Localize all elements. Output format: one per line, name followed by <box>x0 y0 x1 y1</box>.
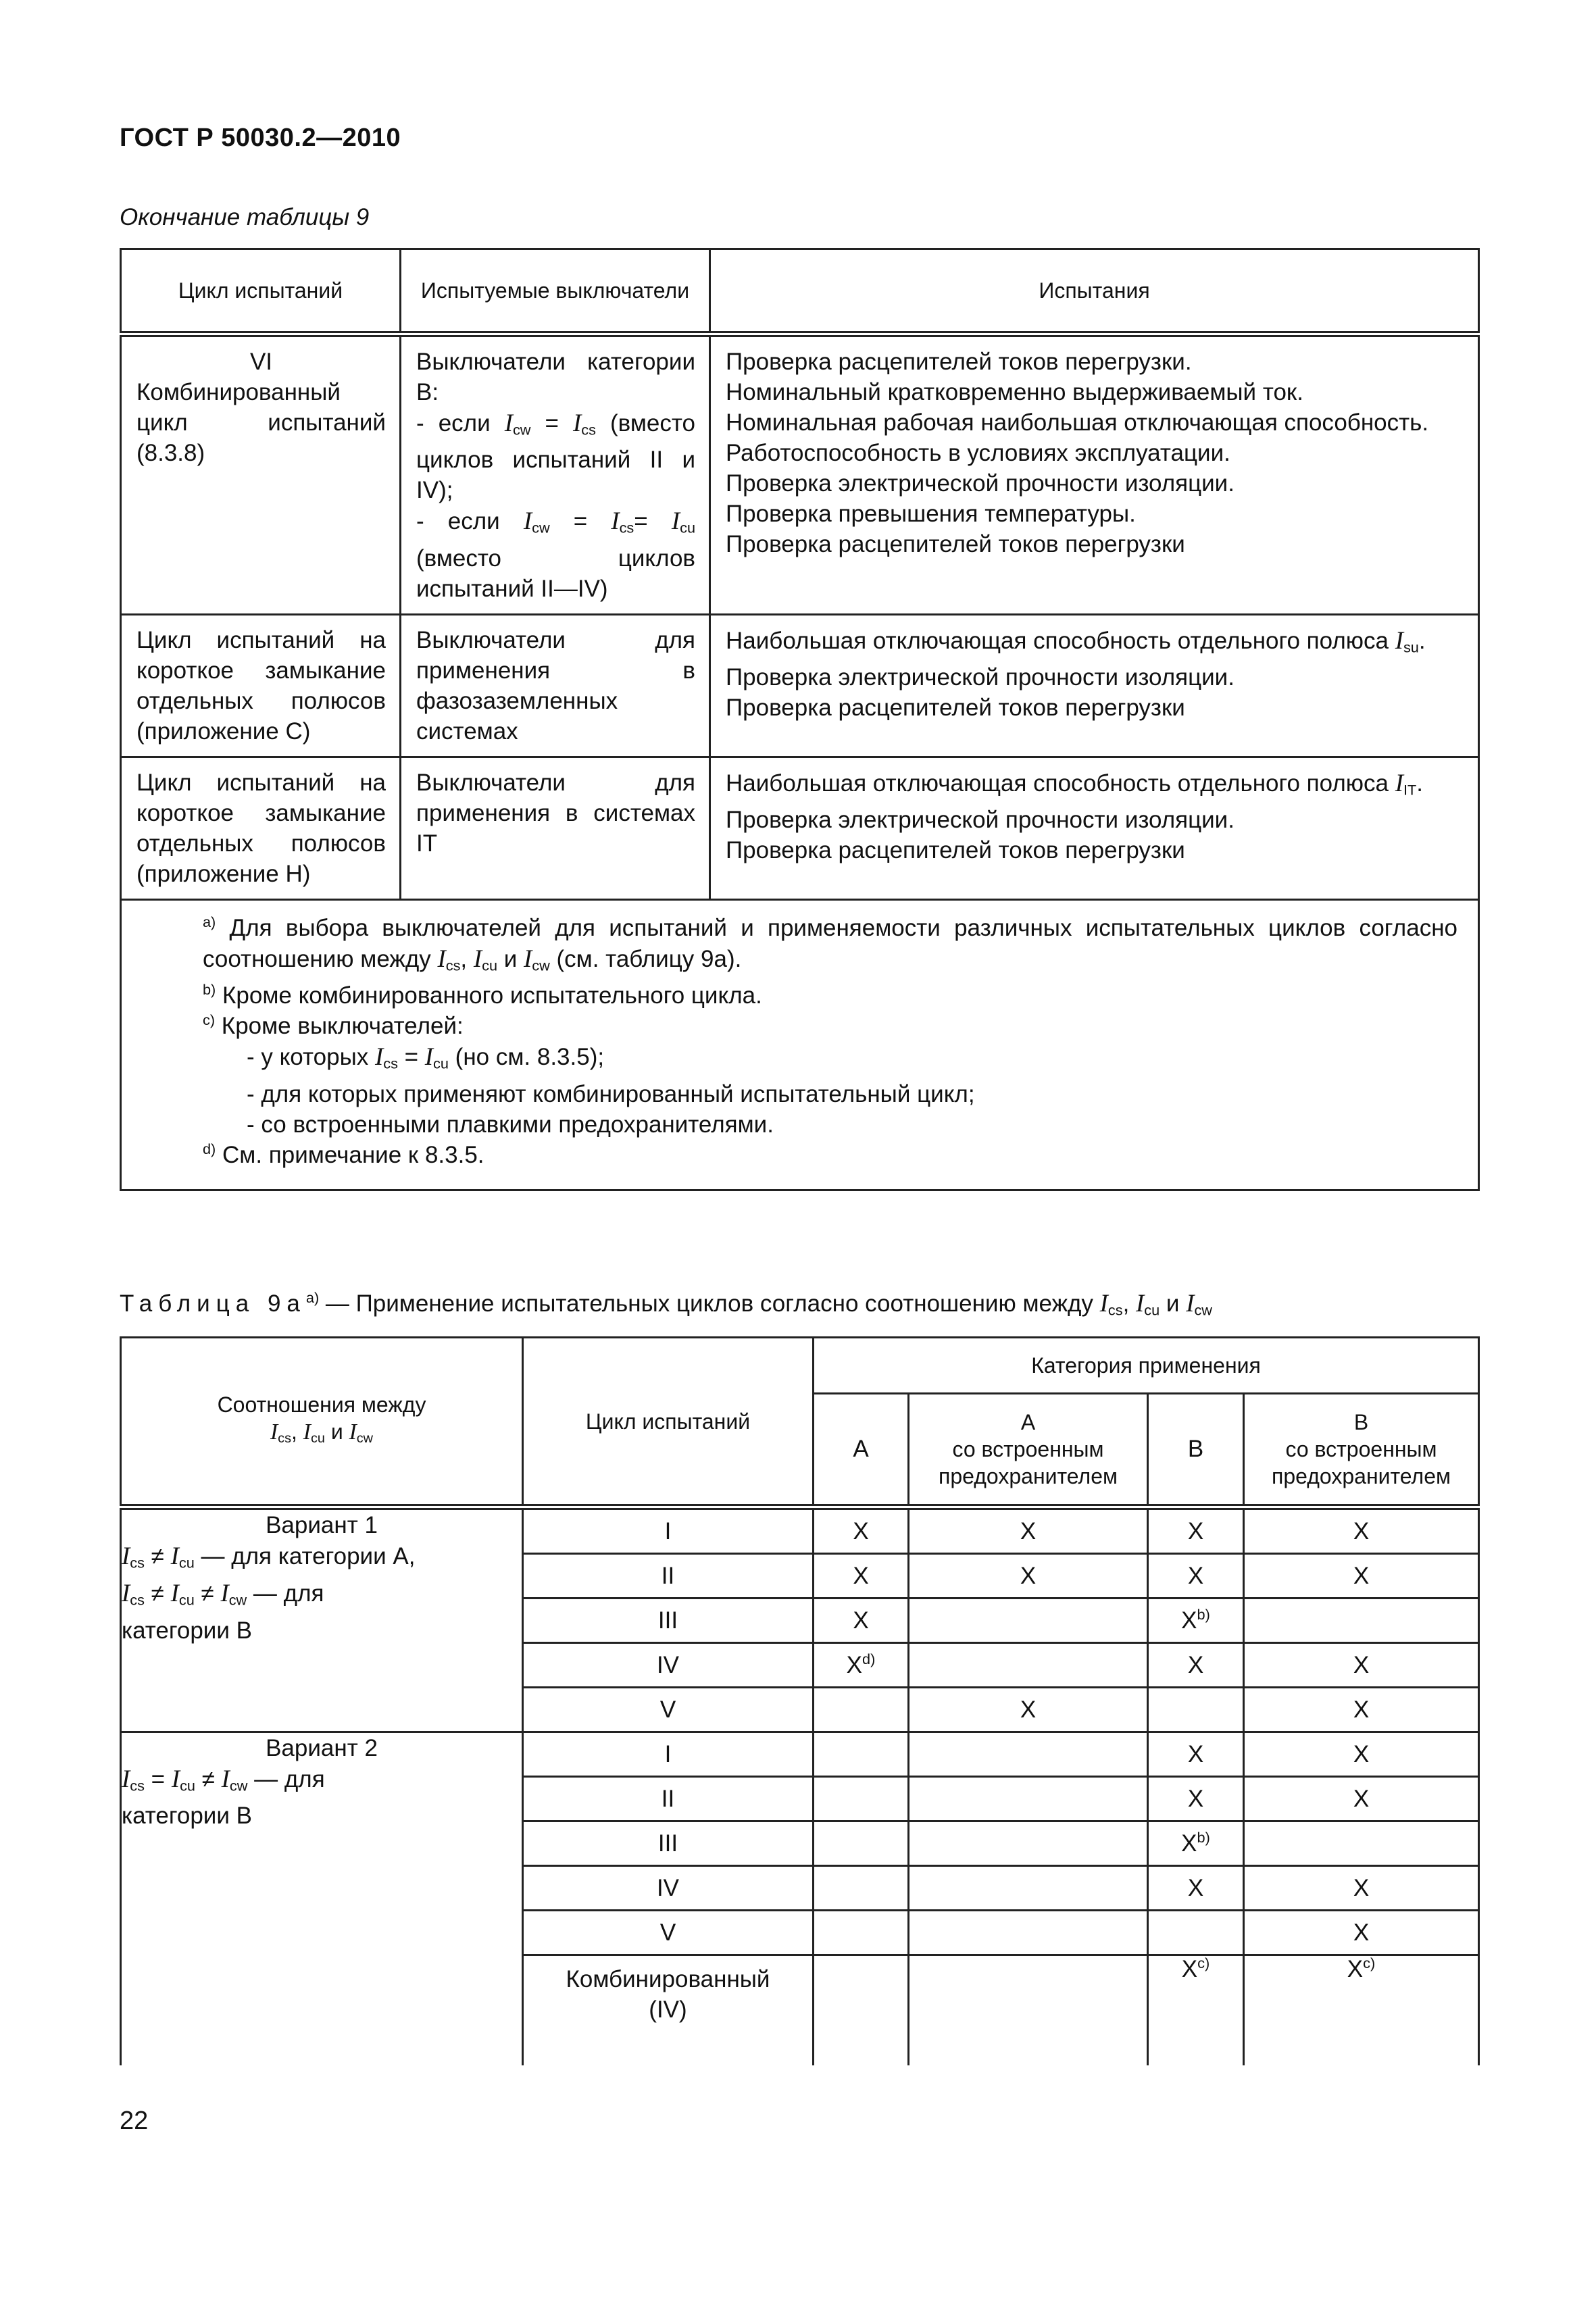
mark-cell: $X^{b)}$ <box>1148 1821 1244 1866</box>
table-9-notes <box>121 899 1479 1190</box>
table-9 <box>120 248 1480 1191</box>
mark-cell: X <box>909 1507 1148 1554</box>
variant-2-title: Вариант 2 <box>266 1735 378 1761</box>
cycle-cell: II <box>523 1777 814 1821</box>
mark-cell: X <box>1148 1643 1244 1688</box>
table-9-cell-breakers: Выключатели для применения в системах IT <box>401 757 710 899</box>
table-9a <box>120 1336 1480 2065</box>
cycle-cell: IV <box>523 1866 814 1911</box>
variant-1-title: Вариант 1 <box>266 1512 378 1538</box>
mark-cell: X <box>1148 1866 1244 1911</box>
mark-cell: X <box>1244 1554 1479 1599</box>
page-number: 22 <box>120 2107 149 2135</box>
table-9-cell-tests <box>710 614 1479 757</box>
mark-cell: X <box>909 1554 1148 1599</box>
table-row <box>121 1732 1479 1777</box>
cycle-number: VI <box>249 349 273 375</box>
breakers-line-2: - если $I_{cw} = I_{cs}$ (вместо циклов испытаний II и IV); <box>416 409 695 504</box>
mark-cell: X <box>1148 1777 1244 1821</box>
mark-cell: X <box>814 1554 909 1599</box>
table-row <box>121 757 1479 899</box>
mark-cell <box>814 1955 909 2066</box>
variant-1-ratio: Вариант 1 $I_{cs} \ne I_{cu}$ — для категории А, $I_{cs} \ne I_{cu} \ne I_{cw}$ — для категории В <box>121 1507 523 1732</box>
test-line: Наибольшая отключающая способность отдельного полюса $I_{su}$. <box>726 626 1426 656</box>
table-9a-header-cat-a-fuse: А со встроенным предохранителем <box>909 1394 1148 1507</box>
mark-cell <box>1244 1599 1479 1643</box>
cycle-cell: V <box>523 1688 814 1732</box>
mark-cell: $X^{d)}$ <box>814 1643 909 1688</box>
table-9-caption: Окончание таблицы 9 <box>120 204 370 230</box>
table-9-cell-breakers <box>401 334 710 615</box>
mark-cell <box>1244 1821 1479 1866</box>
table-9a-header-cat-a: А <box>814 1394 909 1507</box>
mark-cell <box>909 1821 1148 1866</box>
mark-cell: X <box>1244 1507 1479 1554</box>
mark-cell <box>814 1732 909 1777</box>
mark-cell: X <box>1148 1507 1244 1554</box>
table-9-cell-tests <box>710 757 1479 899</box>
breakers-line-3: - если $I_{cw} = I_{cs}= I_{cu}$ (вместо циклов испытаний II—IV) <box>416 507 695 602</box>
table-9a-header-category: Категория применения <box>814 1338 1479 1394</box>
mark-cell <box>814 1866 909 1911</box>
table-9-cell-breakers: Выключатели для применения в фазозаземленных системах <box>401 614 710 757</box>
table-9-header-cycle: Цикл испытаний <box>121 249 401 334</box>
table-9-header-breakers: Испытуемые выключатели <box>401 249 710 334</box>
mark-cell: X <box>1244 1688 1479 1732</box>
table-9-header-tests: Испытания <box>710 249 1479 334</box>
mark-cell <box>814 1821 909 1866</box>
mark-cell: X <box>1244 1911 1479 1955</box>
test-line: Проверка расцепителей токов перегрузки <box>726 837 1185 864</box>
table-9a-header-ratio: Соотношения между $I_{cs}$, $I_{cu}$ и $I_{cw}$ <box>121 1338 523 1507</box>
mark-cell <box>909 1866 1148 1911</box>
mark-cell <box>1148 1911 1244 1955</box>
table-9-cell-tests <box>710 334 1479 615</box>
cycle-cell: I <box>523 1507 814 1554</box>
mark-cell <box>814 1777 909 1821</box>
table-row <box>121 334 1479 615</box>
table-9-notes-row <box>121 899 1479 1190</box>
note-c: $^{c)}$ Кроме выключателей: <box>203 1011 464 1040</box>
table-9a-caption: Таблица $9а^{a)}$ — Применение испытательных циклов согласно соотношению между $I_{cs}$, $I_{cu}$ и $I_{cw}$ <box>120 1288 1212 1319</box>
table-9-cell-cycle: Цикл испытаний на короткое замыкание отдельных полюсов (приложение Н) <box>121 757 401 899</box>
test-line: Проверка электрической прочности изоляции. <box>726 807 1235 834</box>
cycle-cell: V <box>523 1911 814 1955</box>
note-c-item: - у которых $I_{cs} = I_{cu}$ (но см. 8.3.5); <box>247 1042 605 1072</box>
table-9a-header-cat-b-fuse: В со встроенным предохранителем <box>1244 1394 1479 1507</box>
cycle-cell: IV <box>523 1643 814 1688</box>
mark-cell <box>909 1955 1148 2066</box>
test-line: Работоспособность в условиях эксплуатации. <box>726 440 1230 466</box>
note-b: $^{b)}$ Кроме комбинированного испытательного цикла. <box>203 981 762 1009</box>
test-line: Номинальная рабочая наибольшая отключающая способность. <box>726 409 1429 436</box>
mark-cell <box>814 1911 909 1955</box>
mark-cell <box>909 1777 1148 1821</box>
cycle-cell: I <box>523 1732 814 1777</box>
mark-cell: X <box>909 1688 1148 1732</box>
table-row <box>121 614 1479 757</box>
cycle-cell: II <box>523 1554 814 1599</box>
table-9a-header-cat-b: В <box>1148 1394 1244 1507</box>
mark-cell <box>909 1732 1148 1777</box>
test-line: Проверка расцепителей токов перегрузки. <box>726 349 1192 375</box>
test-line: Проверка расцепителей токов перегрузки <box>726 695 1185 722</box>
table-row <box>121 1507 1479 1554</box>
mark-cell: X <box>1244 1777 1479 1821</box>
mark-cell: X <box>1148 1732 1244 1777</box>
mark-cell <box>814 1688 909 1732</box>
cycle-cell: III <box>523 1599 814 1643</box>
cycle-name: Комбинированный цикл испытаний (8.3.8) <box>136 379 386 466</box>
document-code: ГОСТ Р 50030.2—2010 <box>120 124 401 152</box>
breakers-line-1: Выключатели категории В: <box>416 349 695 405</box>
variant-2-ratio: Вариант 2 $I_{cs} = I_{cu} \ne I_{cw}$ — для категории В <box>121 1732 523 2066</box>
cycle-cell: Комбинированный (IV) <box>523 1955 814 2066</box>
note-a: $^{a)}$ Для выбора выключателей для испытаний и применяемости различных испытательных циклов согласно соотношению между $I_{cs}$, $I_{cu}$ и $I_{cw}$ (см. таблицу 9а). <box>203 913 1457 974</box>
test-line: Проверка электрической прочности изоляции. <box>726 664 1235 691</box>
test-line: Наибольшая отключающая способность отдельного полюса $I_{IT}$. <box>726 768 1423 799</box>
note-c-item: - для которых применяют комбинированный испытательный цикл; <box>247 1080 975 1107</box>
test-line: Номинальный кратковременно выдерживаемый ток. <box>726 379 1303 405</box>
table-9-cell-cycle: Цикл испытаний на короткое замыкание отдельных полюсов (приложение С) <box>121 614 401 757</box>
table-9a-header-row <box>121 1338 1479 1394</box>
mark-cell: X <box>1244 1732 1479 1777</box>
table-9a-header-cycle: Цикл испытаний <box>523 1338 814 1507</box>
test-line: Проверка расцепителей токов перегрузки <box>726 531 1185 557</box>
mark-cell <box>909 1911 1148 1955</box>
mark-cell: $X^{b)}$ <box>1148 1599 1244 1643</box>
mark-cell: $X^{c)}$ <box>1148 1955 1244 2066</box>
mark-cell <box>1148 1688 1244 1732</box>
mark-cell: X <box>814 1507 909 1554</box>
mark-cell <box>909 1599 1148 1643</box>
test-line: Проверка электрической прочности изоляции. <box>726 470 1235 497</box>
mark-cell: X <box>814 1599 909 1643</box>
mark-cell: X <box>1148 1554 1244 1599</box>
test-line: Проверка превышения температуры. <box>726 501 1136 527</box>
mark-cell: $X^{c)}$ <box>1244 1955 1479 2066</box>
table-9-header-row <box>121 249 1479 334</box>
mark-cell: X <box>1244 1866 1479 1911</box>
note-d: $^{d)}$ См. примечание к 8.3.5. <box>203 1140 484 1168</box>
mark-cell <box>909 1643 1148 1688</box>
mark-cell: X <box>1244 1643 1479 1688</box>
cycle-cell: III <box>523 1821 814 1866</box>
note-c-item: - со встроенными плавкими предохранителями. <box>247 1111 774 1138</box>
table-9-cell-cycle <box>121 334 401 615</box>
